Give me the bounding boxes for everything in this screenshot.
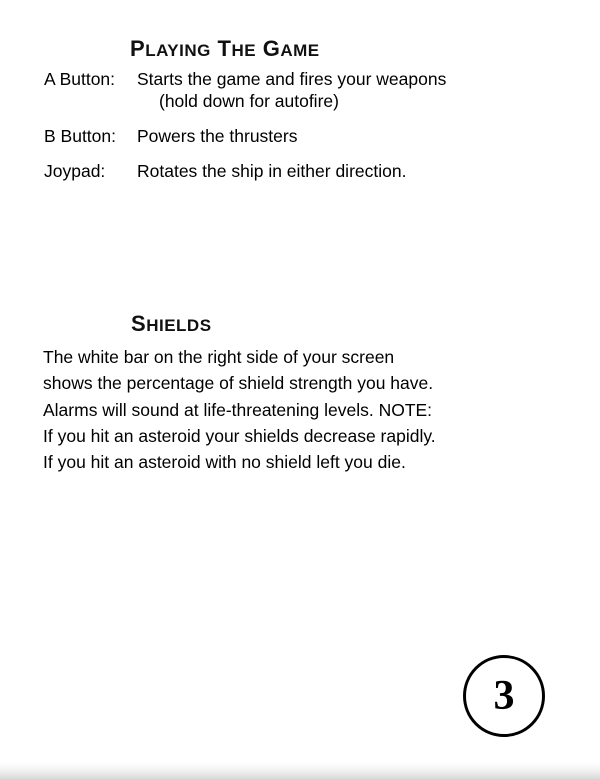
heading-word-the-rest: HE	[231, 41, 257, 60]
heading-word-playing-rest: LAYING	[145, 41, 211, 60]
heading-word-shields-rest: HIELDS	[146, 316, 212, 335]
shields-line: Alarms will sound at life-threatening levels. NOTE:	[43, 399, 433, 420]
control-description	[137, 68, 564, 112]
control-row	[44, 68, 564, 112]
control-description	[137, 125, 564, 147]
heading-word-game-rest: AME	[280, 41, 320, 60]
heading-shields	[131, 311, 212, 337]
control-row	[44, 160, 564, 182]
controls-list	[44, 68, 564, 195]
heading-word-playing-cap: P	[130, 36, 146, 61]
heading-word-game-cap: G	[262, 36, 281, 61]
heading-playing-the-game	[130, 36, 320, 62]
heading-word-the-cap: T	[217, 36, 232, 61]
page-edge-shadow	[0, 763, 600, 779]
control-description	[137, 160, 564, 182]
heading-word-shields-cap: S	[131, 311, 147, 336]
control-row	[44, 125, 564, 147]
shields-line: If you hit an asteroid with no shield left you die.	[43, 452, 406, 472]
shields-line: shows the percentage of shield strength you have.	[43, 373, 434, 394]
control-description-main: Rotates the ship in either direction.	[137, 161, 407, 182]
control-description-note: (hold down for autofire)	[159, 91, 339, 112]
page-number: 3	[463, 655, 545, 737]
shields-paragraph	[43, 344, 563, 475]
control-description-main: Powers the thrusters	[137, 126, 298, 147]
control-label: Joypad:	[44, 161, 106, 182]
shields-line: The white bar on the right side of your screen	[43, 347, 395, 367]
control-label: B Button:	[44, 126, 116, 147]
control-label: A Button:	[44, 69, 116, 89]
control-description-main: Starts the game and fires your weapons	[137, 69, 447, 89]
shields-line: If you hit an asteroid your shields decrease rapidly.	[43, 425, 436, 446]
